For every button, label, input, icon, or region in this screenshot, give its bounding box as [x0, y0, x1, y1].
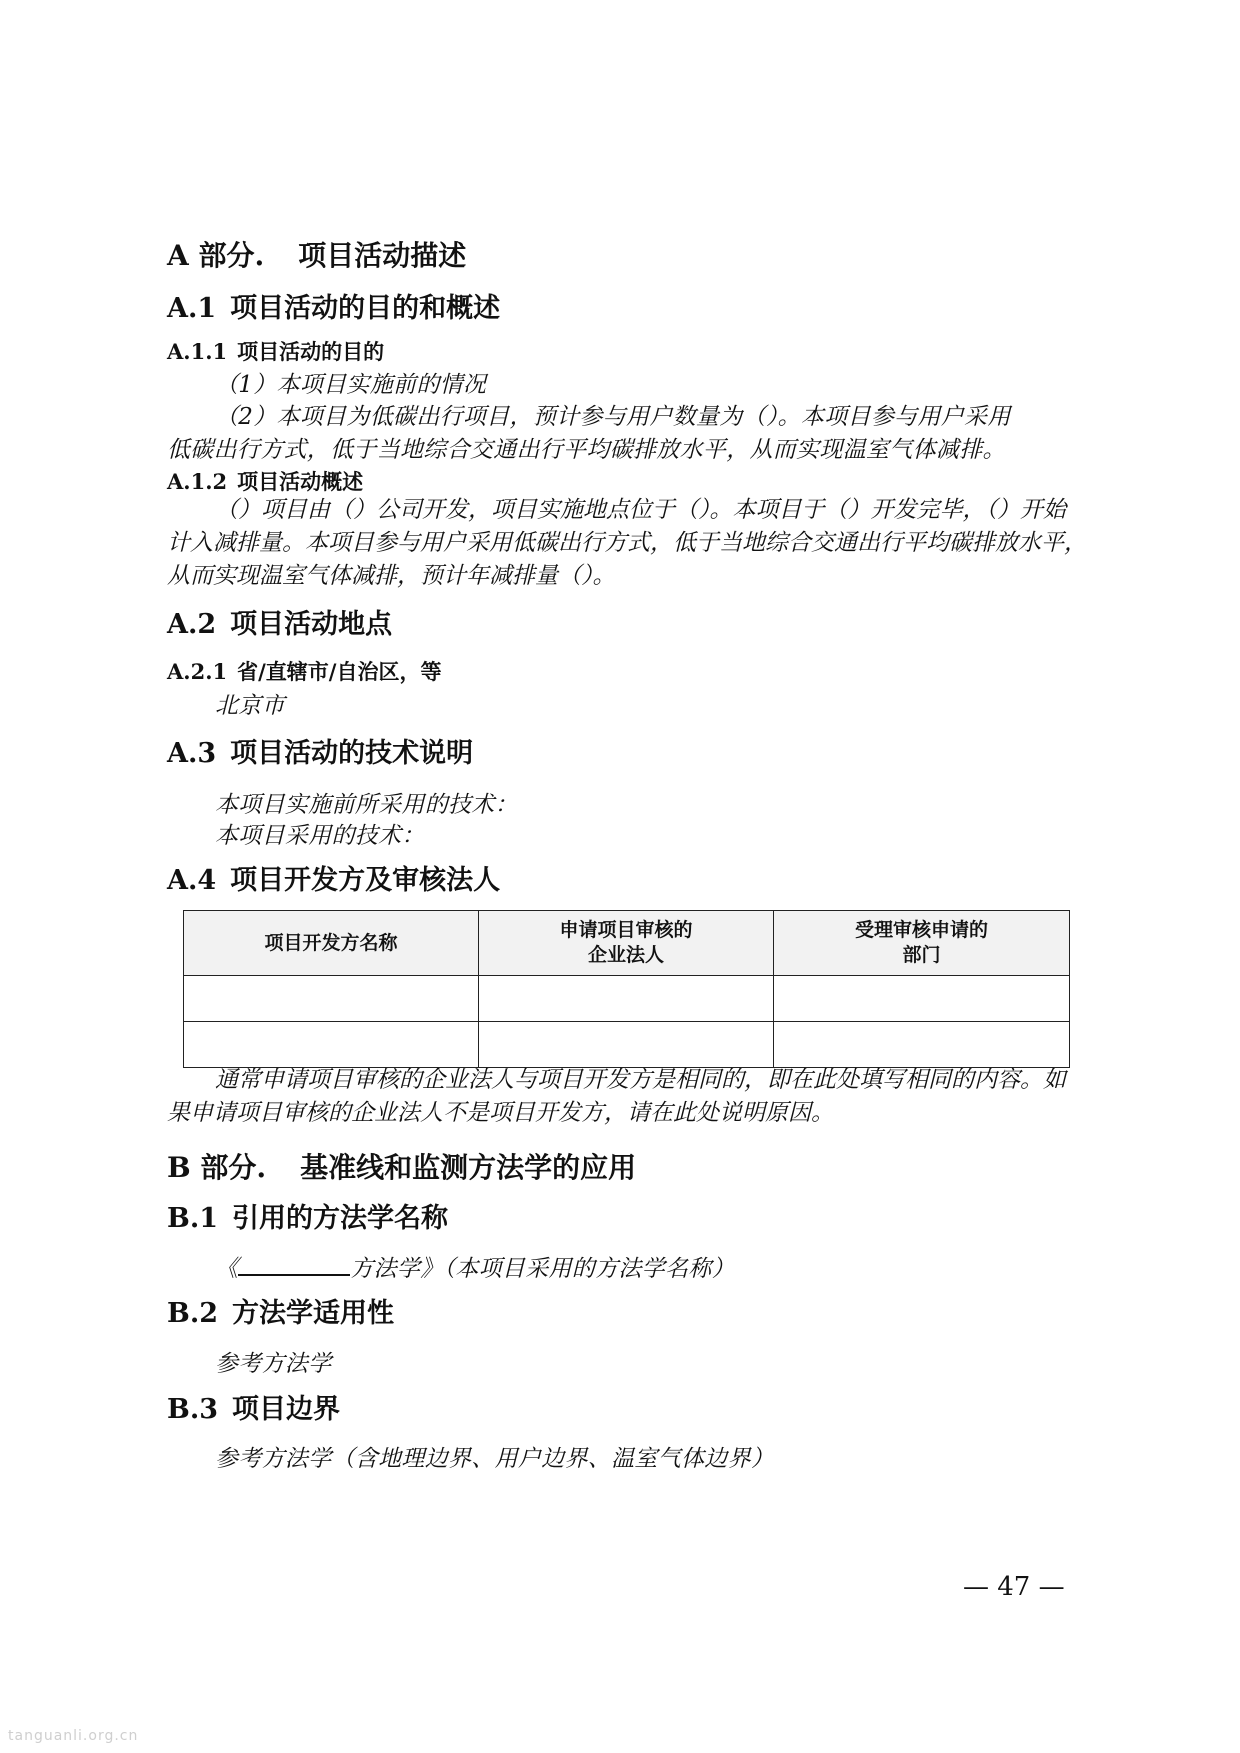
part-a-title: 项目活动描述 — [298, 239, 467, 272]
section-a3-heading — [167, 731, 473, 770]
table-cell[interactable] — [184, 976, 479, 1022]
a11-item-2-line1: （2）本项目为低碳出行项目，预计参与用户数量为（）。本项目参与用户采用 — [215, 404, 1011, 430]
developer-table — [183, 910, 1070, 1068]
section-b2-number: B.2 — [167, 1298, 219, 1329]
section-a21-title: 省/直辖市/自治区，等 — [237, 659, 442, 684]
header-reviewing-department-line1: 受理审核申请的 — [855, 919, 989, 941]
section-b1-heading — [167, 1196, 448, 1235]
table-cell[interactable] — [774, 976, 1070, 1022]
table-cell[interactable] — [774, 1022, 1070, 1068]
section-a3-number: A.3 — [167, 738, 217, 769]
section-a2-heading — [167, 602, 392, 641]
part-a-heading — [167, 234, 466, 274]
section-a1-number: A.1 — [167, 293, 217, 324]
section-b3-heading — [167, 1387, 340, 1426]
a3-line-2: 本项目采用的技术： — [215, 823, 425, 849]
b1-methodology-name — [215, 1250, 735, 1283]
section-a12-title: 项目活动概述 — [237, 469, 364, 494]
a11-item-1: （1）本项目实施前的情况 — [215, 372, 487, 398]
section-b2-heading — [167, 1291, 394, 1330]
section-b1-title: 引用的方法学名称 — [232, 1203, 449, 1234]
part-b-heading — [167, 1146, 636, 1186]
section-a21-number: A.2.1 — [167, 659, 228, 684]
section-a3-title: 项目活动的技术说明 — [230, 738, 474, 769]
section-a11-heading — [167, 336, 384, 366]
part-a-label: A 部分. — [167, 239, 265, 272]
header-developer-name-line1: 项目开发方名称 — [264, 931, 398, 954]
b2-text: 参考方法学 — [215, 1351, 332, 1377]
b1-methodology-suffix: 方法学》（本项目采用的方法学名称） — [350, 1256, 735, 1282]
section-a4-title: 项目开发方及审核法人 — [230, 865, 501, 896]
table-row — [184, 1022, 1070, 1068]
header-developer-name — [184, 911, 479, 976]
b3-text: 参考方法学（含地理边界、用户边界、温室气体边界） — [215, 1446, 775, 1472]
header-applicant-entity — [479, 911, 774, 976]
header-applicant-entity-line1: 申请项目审核的 — [559, 919, 693, 941]
table-cell[interactable] — [479, 976, 774, 1022]
header-reviewing-department — [774, 911, 1070, 976]
section-a2-number: A.2 — [167, 609, 217, 640]
a21-value: 北京市 — [215, 693, 285, 719]
page-number: — 47 — — [963, 1572, 1065, 1602]
a11-item-2-line2: 低碳出行方式，低于当地综合交通出行平均碳排放水平，从而实现温室气体减排。 — [167, 437, 1006, 463]
table-cell[interactable] — [184, 1022, 479, 1068]
section-b1-number: B.1 — [167, 1203, 219, 1234]
section-a4-number: A.4 — [167, 865, 217, 896]
b1-open-quote: 《 — [215, 1256, 239, 1282]
watermark: tanguanli.org.cn — [8, 1728, 139, 1744]
a4-note-paragraph: 通常申请项目审核的企业法人与项目开发方是相同的，即在此处填写相同的内容。如果申请项目审核的企业法人不是项目开发方，请在此处说明原因。 — [167, 1067, 1066, 1126]
section-a1-title: 项目活动的目的和概述 — [230, 293, 501, 324]
header-applicant-entity-line2: 企业法人 — [588, 944, 665, 966]
section-b2-title: 方法学适用性 — [232, 1298, 395, 1329]
section-b3-number: B.3 — [167, 1394, 219, 1425]
section-a1-heading — [167, 286, 500, 325]
a12-overview-paragraph: （）项目由（）公司开发，项目实施地点位于（）。本项目于（）开发完毕，（）开始计入减排量。本项目参与用户采用低碳出行方式，低于当地综合交通出行平均碳排放水平，从而实现温室气体减排，预计年减排量（）。 — [167, 497, 1087, 589]
section-a4-heading — [167, 858, 500, 897]
methodology-name-blank[interactable] — [238, 1254, 350, 1276]
section-a2-title: 项目活动地点 — [230, 609, 393, 640]
section-b3-title: 项目边界 — [232, 1394, 341, 1425]
section-a11-title: 项目活动的目的 — [237, 339, 385, 364]
header-reviewing-department-line2: 部门 — [902, 944, 941, 966]
section-a12-heading — [167, 466, 363, 496]
a3-line-1: 本项目实施前所采用的技术： — [215, 792, 518, 818]
part-b-title: 基准线和监测方法学的应用 — [300, 1151, 637, 1184]
section-a12-number: A.1.2 — [167, 469, 228, 494]
section-a11-number: A.1.1 — [167, 339, 228, 364]
section-a21-heading — [167, 656, 441, 686]
developer-table-header-row — [184, 911, 1070, 976]
table-cell[interactable] — [479, 1022, 774, 1068]
part-b-label: B 部分. — [167, 1151, 267, 1184]
table-row — [184, 976, 1070, 1022]
